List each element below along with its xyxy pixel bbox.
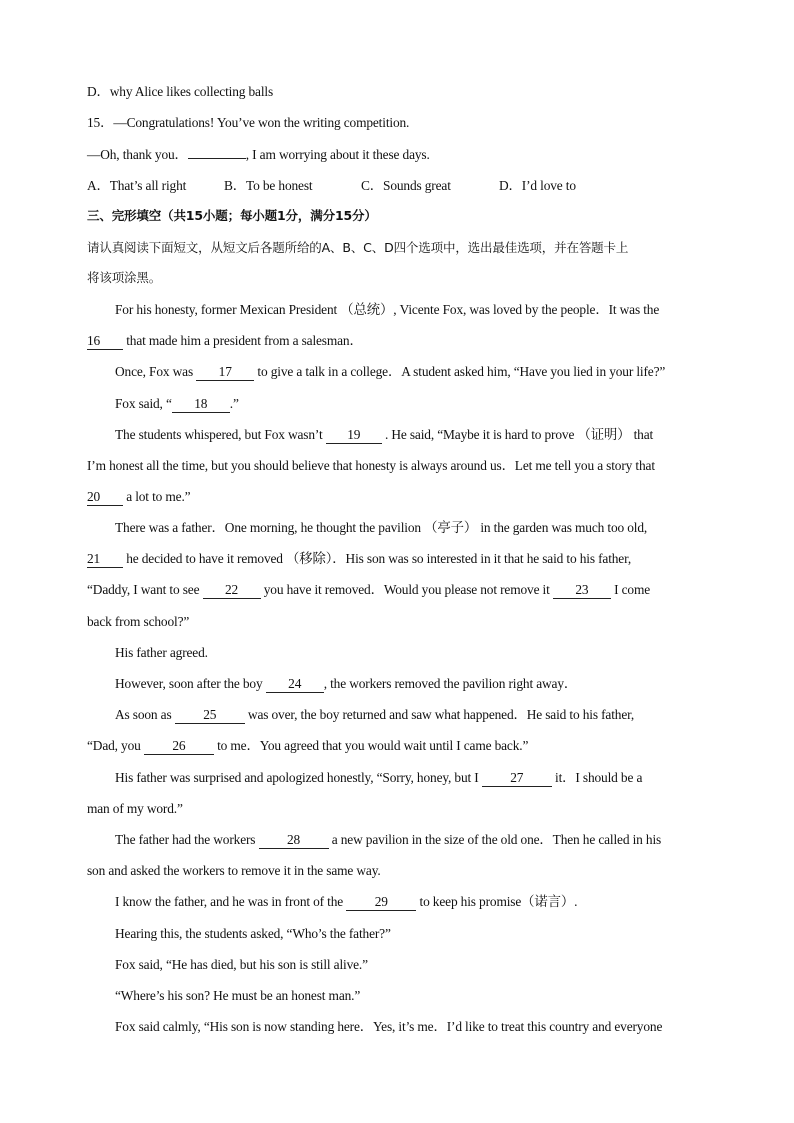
section-instruction-1: 请认真阅读下面短文，从短文后各题所给的A、B、C、D四个选项中，选出最佳选项，并在答题卡上 — [87, 240, 629, 255]
passage-line-4 — [115, 394, 712, 414]
passage-line-14 — [115, 705, 712, 725]
blank-18: 18 — [172, 396, 230, 413]
blank-20: 20 — [87, 489, 123, 506]
passage-text: it．I should be a — [551, 770, 643, 785]
passage-text: to give a talk in a college．A student asked him, “Have you lied in your life?” — [254, 364, 666, 379]
passage-text: His father was surprised and apologized honestly, “Sorry, honey, but I — [115, 770, 482, 785]
passage-text: “Dad, you — [87, 738, 144, 753]
q15-reply-before: —Oh, thank you． — [87, 147, 188, 162]
blank-23: 23 — [553, 582, 611, 599]
passage-text: to keep his promise（诺言）. — [416, 894, 578, 909]
passage-text: a new pavilion in the size of the old one．Then he called in his — [328, 832, 662, 847]
q15-options — [87, 176, 712, 196]
section-heading: 三、完形填空（共15小题；每小题1分，满分15分） — [87, 208, 377, 223]
q14-option-d: D．why Alice likes collecting balls — [87, 84, 274, 99]
passage-text: As soon as — [115, 707, 175, 722]
blank-17: 17 — [196, 364, 254, 381]
passage-line-13 — [115, 674, 712, 694]
blank-28: 28 — [259, 832, 329, 849]
q15-option-d: D．I’d love to — [499, 178, 576, 193]
blank-27: 27 — [482, 770, 552, 787]
blank-25: 25 — [175, 707, 245, 724]
q15-reply — [87, 145, 712, 165]
passage-text: I know the father, and he was in front of the — [115, 894, 347, 909]
q15-blank — [188, 158, 246, 159]
passage-line-12: His father agreed. — [115, 645, 208, 660]
q15-option-a: A．That’s all right — [87, 178, 187, 193]
q15-stem: 15．—Congratulations! You’ve won the writing competition. — [87, 115, 410, 130]
passage-text: The students whispered, but Fox wasn’t — [115, 427, 326, 442]
passage-text: a lot to me.” — [123, 489, 191, 504]
passage-text: The father had the workers — [115, 832, 259, 847]
passage-text: was over, the boy returned and saw what happened．He said to his father, — [244, 707, 635, 722]
passage-text: However, soon after the boy — [115, 676, 266, 691]
passage-text: . He said, “Maybe it is hard to prove （证明） that — [381, 427, 654, 442]
blank-29: 29 — [346, 894, 416, 911]
passage-line-11: back from school?” — [87, 614, 190, 629]
passage-line-22: Fox said, “He has died, but his son is still alive.” — [115, 957, 368, 972]
passage-text: that made him a president from a salesman． — [123, 333, 363, 348]
passage-line-20 — [115, 892, 712, 912]
section-instruction-2: 将该项涂黑。 — [87, 270, 162, 285]
q15-reply-after: , I am worrying about it these days. — [245, 147, 430, 162]
passage-line-6: I’m honest all the time, but you should believe that honesty is always around us．Let me tell you a story that — [87, 458, 655, 473]
passage-line-10 — [87, 580, 712, 600]
q15-option-c: C．Sounds great — [361, 178, 451, 193]
passage-text: .” — [229, 396, 239, 411]
passage-line-23: “Where’s his son? He must be an honest man.” — [115, 988, 361, 1003]
passage-text: I come — [610, 582, 651, 597]
passage-line-21: Hearing this, the students asked, “Who’s the father?” — [115, 926, 391, 941]
passage-line-15 — [87, 736, 712, 756]
passage-text: to me．You agreed that you would wait until I came back.” — [213, 738, 529, 753]
passage-text: Fox said, “ — [115, 396, 172, 411]
passage-line-1: For his honesty, former Mexican President （总统）, Vicente Fox, was loved by the people．It was the — [115, 302, 660, 317]
passage-line-24: Fox said calmly, “His son is now standing here．Yes, it’s me．I’d like to treat this country and everyone — [115, 1019, 663, 1034]
passage-line-7 — [87, 487, 712, 507]
passage-line-2 — [87, 331, 712, 351]
passage-text: “Daddy, I want to see — [87, 582, 203, 597]
blank-16: 16 — [87, 333, 123, 350]
blank-21: 21 — [87, 551, 123, 568]
passage-line-9 — [87, 549, 712, 569]
passage-text: Once, Fox was — [115, 364, 197, 379]
blank-22: 22 — [203, 582, 261, 599]
passage-line-3 — [115, 362, 712, 382]
blank-19: 19 — [326, 427, 382, 444]
passage-line-17: man of my word.” — [87, 801, 183, 816]
passage-text: you have it removed．Would you please not remove it — [260, 582, 553, 597]
passage-line-5 — [115, 425, 712, 445]
passage-text: he decided to have it removed （移除）．His son was so interested in it that he said to his father, — [123, 551, 632, 566]
passage-line-19: son and asked the workers to remove it in the same way. — [87, 863, 381, 878]
passage-line-18 — [115, 830, 712, 850]
q15-option-b: B．To be honest — [224, 178, 313, 193]
blank-24: 24 — [266, 676, 324, 693]
passage-line-16 — [115, 768, 712, 788]
passage-line-8: There was a father．One morning, he thought the pavilion （亭子） in the garden was much too old, — [115, 520, 648, 535]
blank-26: 26 — [144, 738, 214, 755]
passage-text: , the workers removed the pavilion right away． — [323, 676, 578, 691]
